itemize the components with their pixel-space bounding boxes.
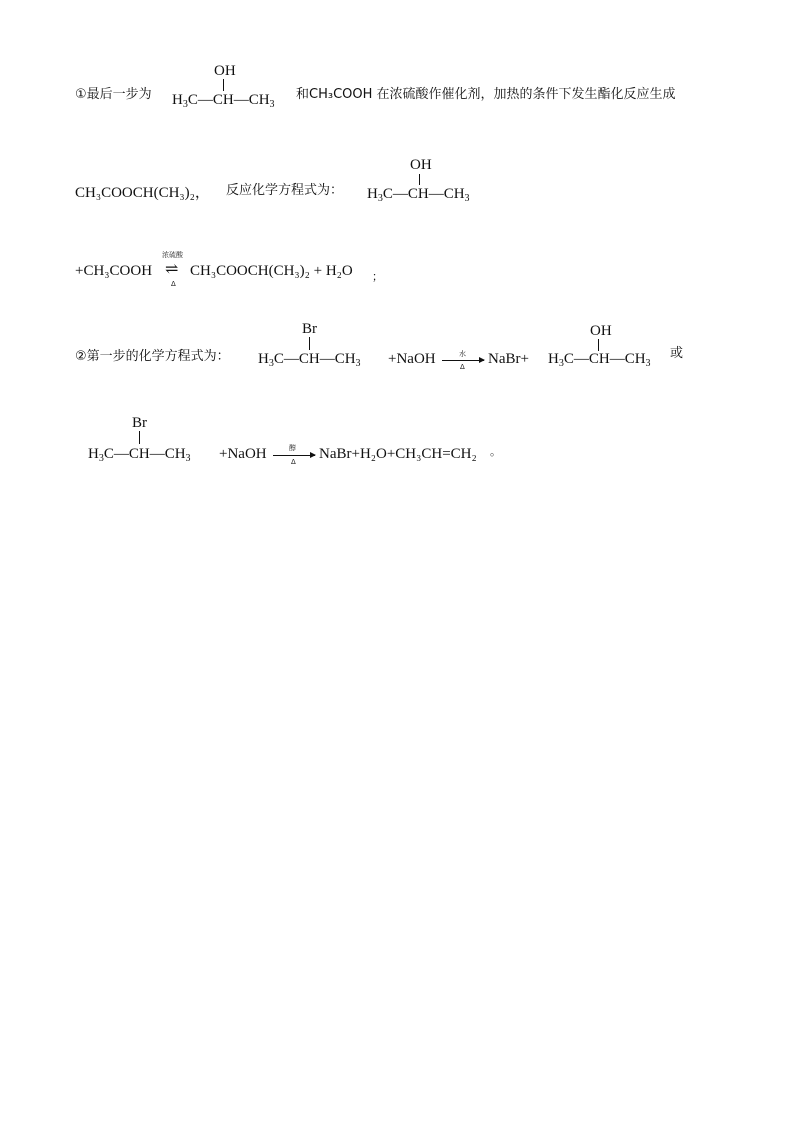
isopropyl-chain: $H_3C—CH—CH_3$ bbox=[367, 186, 470, 204]
acetic-acid-reactant: +CH₃COOH bbox=[75, 263, 153, 279]
vertical-bond bbox=[309, 337, 310, 350]
line2-text: 反应化学方程式为： bbox=[226, 183, 344, 198]
equilibrium-arrow: ⇌ bbox=[165, 261, 179, 278]
reaction-arrow bbox=[273, 455, 315, 456]
condition-water: 水 bbox=[459, 350, 466, 358]
vertical-bond bbox=[419, 174, 420, 185]
hydroxyl-group: OH bbox=[410, 157, 432, 173]
hydroxyl-group: OH bbox=[214, 63, 236, 79]
condition-alcohol: 醇 bbox=[289, 444, 296, 452]
condition-sulfuric-acid: 浓硫酸 bbox=[162, 251, 183, 259]
ester-product: CH₃COOCH(CH₃)₂， bbox=[75, 185, 210, 201]
condition-heat: Δ bbox=[171, 280, 176, 288]
vertical-bond bbox=[223, 79, 224, 91]
isopropyl-chain: $H_3C—CH—CH_3$ bbox=[88, 446, 191, 464]
vertical-bond bbox=[139, 431, 140, 444]
isopropyl-chain: $H_3C—CH—CH_3$ bbox=[258, 351, 361, 369]
nabr-product: NaBr+ bbox=[488, 351, 529, 367]
elimination-products: NaBr+H₂O+CH₃CH=CH₂ bbox=[319, 446, 477, 462]
condition-heat: Δ bbox=[460, 363, 465, 371]
line3-end: ； bbox=[372, 271, 383, 283]
line5-end: 。 bbox=[490, 446, 501, 458]
naoh-reagent: +NaOH bbox=[219, 446, 267, 462]
naoh-reagent: +NaOH bbox=[388, 351, 436, 367]
condition-heat: Δ bbox=[291, 458, 296, 466]
vertical-bond bbox=[598, 339, 599, 351]
line4-prefix: ②第一步的化学方程式为： bbox=[75, 349, 230, 364]
hydroxyl-group: OH bbox=[590, 323, 612, 339]
reaction-arrow bbox=[442, 360, 484, 361]
or-text: 或 bbox=[670, 346, 684, 361]
isopropyl-chain: $H_3C—CH—CH_3$ bbox=[172, 92, 275, 110]
line1-suffix: 和CH₃COOH 在浓硫酸作催化剂，加热的条件下发生酯化反应生成 bbox=[296, 87, 676, 102]
bromine-atom: Br bbox=[132, 415, 147, 431]
bromine-atom: Br bbox=[302, 321, 317, 337]
esterification-products: CH₃COOCH(CH₃)₂ + H₂O bbox=[190, 263, 353, 279]
isopropyl-chain: $H_3C—CH—CH_3$ bbox=[548, 351, 651, 369]
line1-prefix: ①最后一步为 bbox=[75, 87, 152, 102]
